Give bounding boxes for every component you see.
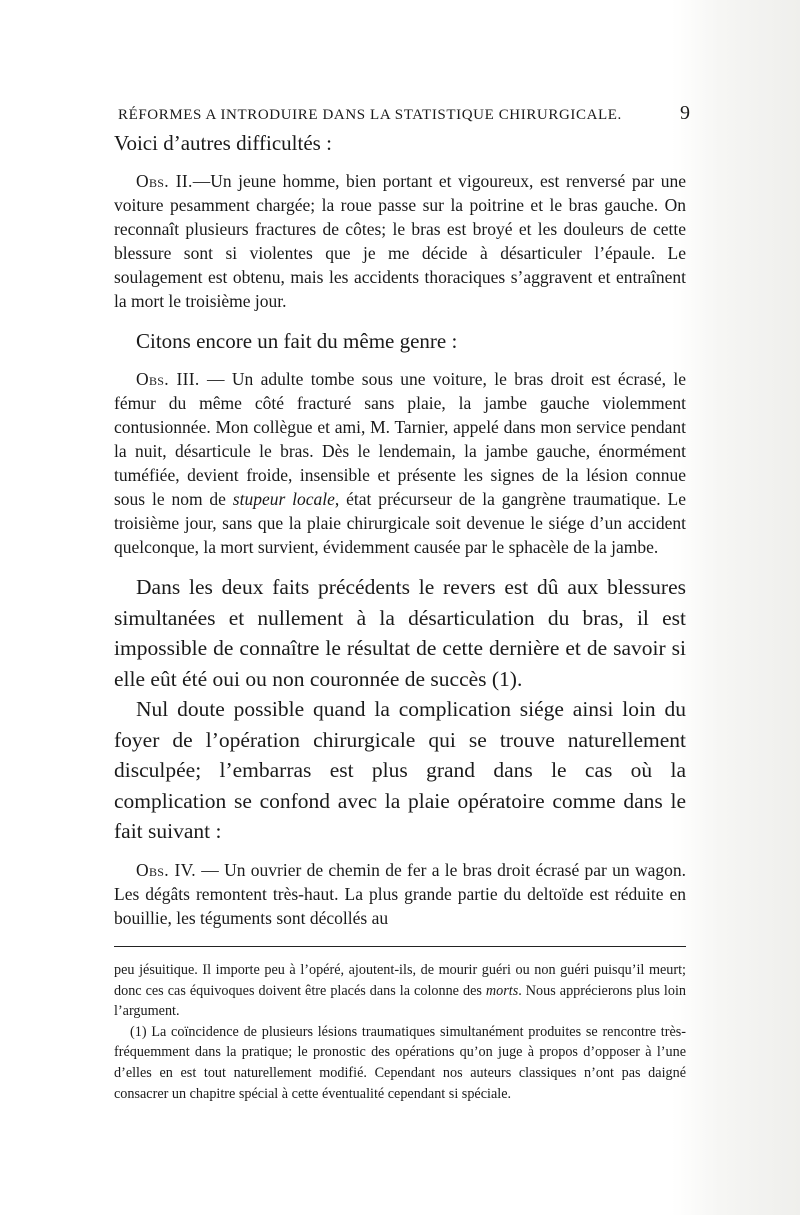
observation-3-text-a: — Un adulte tombe sous une voiture, le bras droit est écrasé, le fémur du même côté fracturé sans plaie, la jambe gauche violemment contusionnée. Mon collègue et ami, M. Tarnier, appelé dans mon service pendant la nuit, désarticule le bras. Dès le lendemain, la jambe gauche, énormément tuméfiée, devient froide, insensible et présente les signes de la lésion connue sous le nom de: [114, 369, 686, 509]
running-header: [118, 102, 690, 125]
observation-4-text: — Un ouvrier de chemin de fer a le bras droit écrasé par un wagon. Les dégâts remontent très-haut. La plus grande partie du deltoïde est réduite en bouillie, les téguments sont décollés au: [114, 859, 686, 928]
page-number: 9: [680, 102, 690, 124]
paragraph-two-cases: Dans les deux faits précédents le revers est dû aux blessures simultanées et nullement à la désarticulation du bras, il est impossible de connaître le résultat de cette dernière et de savoir si elle eût été oui ou non couronnée de succès (1).: [114, 575, 686, 691]
observation-4: [114, 858, 686, 930]
observation-2-label: Obs. II.: [136, 171, 193, 191]
footnote-continuation-text-a: peu jésuitique. Il importe peu à l’opéré, ajoutent-ils, de mourir guéri ou non guéri puisqu’il meurt; donc ces cas équivoques doivent être placés dans la colonne des: [114, 962, 686, 999]
intro-difficulties: Voici d’autres difficultés :: [114, 131, 332, 155]
footnote-1: (1) La coïncidence de plusieurs lésions traumatiques simultanément produites se rencontre très-fréquemment dans la pratique; le pronostic des opérations qu’on juge à propos d’opposer à l’une d’elles en est tout naturellement modifié. Cependant nos auteurs classiques n’ont pas daigné consacrer un chapitre spécial à cette éventualité cependant si spéciale.: [114, 1023, 686, 1102]
footnote-divider: [114, 946, 686, 947]
paragraph-no-doubt: Nul doute possible quand la complication siége ainsi loin du foyer de l’opération chirurgicale qui se trouve naturellement disculpée; l’embarras est plus grand dans le cas où la complication se confond avec la plaie opératoire comme dans le fait suivant :: [114, 697, 686, 843]
observation-3-italic: stupeur locale: [232, 489, 335, 509]
observation-3: [114, 367, 686, 559]
footnote-continuation: [114, 960, 686, 1022]
footnote-continuation-text-b: . Nous apprécierons plus loin l’argument.: [114, 982, 687, 1020]
observation-4-label: Obs. IV.: [136, 859, 196, 880]
intro-same-kind: Citons encore un fait du même genre :: [136, 329, 458, 353]
observation-2-text: —Un jeune homme, bien portant et vigoureux, est renversé par une voiture pesamment chargée; la roue passe sur la poitrine et le bras gauche. On reconnaît plusieurs fractures de côtes; le bras est broyé et les douleurs de cette blessure sont si violentes que je me décide à désarticuler l’épaule. Le soulagement est obtenu, mais les accidents thoraciques s’aggravent et entraînent la mort le troisième jour.: [114, 171, 687, 311]
main-text: [114, 128, 686, 930]
observation-2: [114, 169, 686, 313]
running-title: RÉFORMES A INTRODUIRE DANS LA STATISTIQUE CHIRURGICALE.: [118, 107, 622, 123]
observation-3-text-b: , état précurseur de la gangrène traumatique. Le troisième jour, sans que la plaie chirurgicale soit devenue le siége d’un accident quelconque, la mort survient, évidemment causée par le sphacèle de la jambe.: [114, 489, 686, 557]
footnotes: [114, 960, 686, 1104]
footnote-continuation-italic: morts: [485, 982, 519, 999]
observation-3-label: Obs. III.: [136, 369, 200, 389]
